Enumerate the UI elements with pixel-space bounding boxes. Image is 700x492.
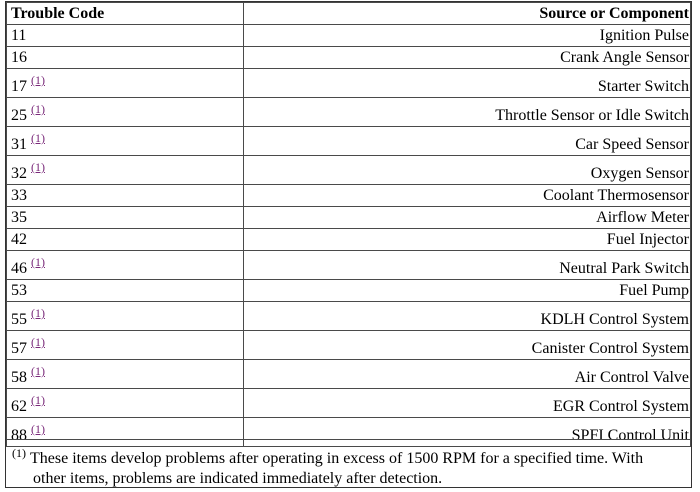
trouble-code-value: 11 <box>11 26 27 44</box>
footnote-line-1 <box>12 443 683 469</box>
footnote-link[interactable]: (1) <box>31 422 45 436</box>
table-row <box>7 25 691 47</box>
table-row <box>7 185 691 207</box>
trouble-code-value: 88 <box>11 427 27 444</box>
trouble-code-value: 31 <box>11 136 27 153</box>
trouble-code-value: 25 <box>11 107 27 124</box>
component-cell: Throttle Sensor or Idle Switch <box>244 98 691 127</box>
table-row <box>7 389 691 418</box>
footnote-link[interactable]: (1) <box>31 255 45 269</box>
component-cell: SPFI Control Unit <box>244 418 691 447</box>
trouble-code-cell <box>7 127 244 156</box>
trouble-code-value: 46 <box>11 260 27 277</box>
footnote-line-2: other items, problems are indicated immediately after detection. <box>33 470 443 487</box>
component-cell: Oxygen Sensor <box>244 156 691 185</box>
trouble-code-cell <box>7 331 244 360</box>
footnote-text-1: These items develop problems after operating in excess of 1500 RPM for a specified time. With <box>30 450 644 467</box>
trouble-code-cell <box>7 47 244 69</box>
trouble-code-value: 33 <box>11 186 27 204</box>
component-cell: Starter Switch <box>244 69 691 98</box>
component-cell: Airflow Meter <box>244 207 691 229</box>
trouble-code-value: 42 <box>11 230 27 248</box>
trouble-code-cell <box>7 69 244 98</box>
trouble-code-cell <box>7 207 244 229</box>
table-row <box>7 127 691 156</box>
trouble-code-cell <box>7 280 244 302</box>
trouble-code-table <box>6 2 691 447</box>
trouble-code-value: 17 <box>11 78 27 95</box>
footnote-link[interactable]: (1) <box>31 364 45 378</box>
trouble-code-cell <box>7 302 244 331</box>
trouble-code-value: 16 <box>11 48 27 66</box>
trouble-code-cell <box>7 98 244 127</box>
component-cell: Fuel Pump <box>244 280 691 302</box>
table-row <box>7 331 691 360</box>
table-row <box>7 156 691 185</box>
trouble-code-cell <box>7 360 244 389</box>
trouble-code-value: 32 <box>11 165 27 182</box>
component-cell: Coolant Thermosensor <box>244 185 691 207</box>
header-source-component: Source or Component <box>244 3 691 25</box>
footnote-link[interactable]: (1) <box>31 393 45 407</box>
table-row <box>7 98 691 127</box>
trouble-code-value: 58 <box>11 369 27 386</box>
header-trouble-code: Trouble Code <box>7 3 244 25</box>
footnote-link[interactable]: (1) <box>31 160 45 174</box>
component-cell: EGR Control System <box>244 389 691 418</box>
table-row <box>7 251 691 280</box>
trouble-code-value: 57 <box>11 340 27 357</box>
trouble-code-cell <box>7 185 244 207</box>
trouble-code-value: 55 <box>11 311 27 328</box>
footnote-link[interactable]: (1) <box>31 306 45 320</box>
component-cell: Ignition Pulse <box>244 25 691 47</box>
trouble-code-cell <box>7 389 244 418</box>
table-row <box>7 47 691 69</box>
component-cell: KDLH Control System <box>244 302 691 331</box>
component-cell: Air Control Valve <box>244 360 691 389</box>
footnote-marker: (1) <box>12 446 26 460</box>
component-cell: Fuel Injector <box>244 229 691 251</box>
table-body <box>7 25 691 447</box>
table-row <box>7 207 691 229</box>
footnote-link[interactable]: (1) <box>31 335 45 349</box>
table-header-row <box>7 3 691 25</box>
trouble-code-value: 53 <box>11 281 27 299</box>
footnote-link[interactable]: (1) <box>31 131 45 145</box>
trouble-code-cell <box>7 156 244 185</box>
footnote <box>6 439 691 487</box>
table-row <box>7 302 691 331</box>
footnote-link[interactable]: (1) <box>31 102 45 116</box>
trouble-code-cell <box>7 251 244 280</box>
component-cell: Neutral Park Switch <box>244 251 691 280</box>
component-cell: Car Speed Sensor <box>244 127 691 156</box>
footnote-link[interactable]: (1) <box>31 73 45 87</box>
table-row <box>7 360 691 389</box>
trouble-code-cell <box>7 25 244 47</box>
trouble-code-value: 62 <box>11 398 27 415</box>
trouble-code-value: 35 <box>11 208 27 226</box>
component-cell: Crank Angle Sensor <box>244 47 691 69</box>
component-cell: Canister Control System <box>244 331 691 360</box>
trouble-code-cell <box>7 229 244 251</box>
table-row <box>7 229 691 251</box>
table-row <box>7 280 691 302</box>
table-row <box>7 69 691 98</box>
